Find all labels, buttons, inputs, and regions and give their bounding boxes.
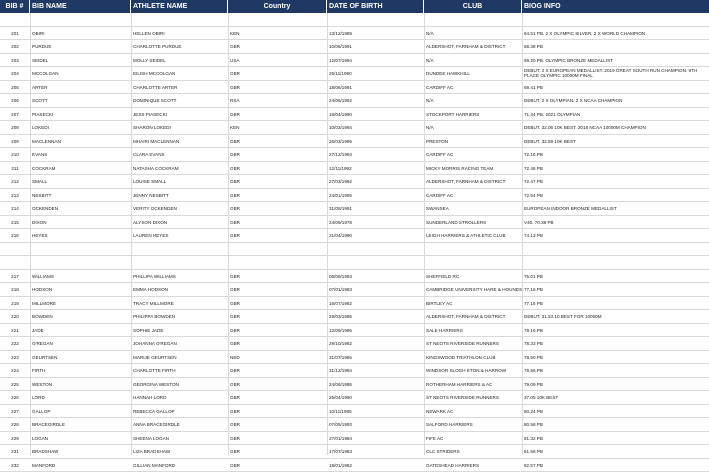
cell-biog-info[interactable]: 69.20 PB. OLYMPIC BRONZE MEDALLIST bbox=[522, 54, 709, 68]
cell-club[interactable]: CLC STRIDERS bbox=[424, 445, 522, 459]
cell-date-of-birth[interactable]: 18/01/1982 bbox=[327, 459, 424, 472]
table-row[interactable] bbox=[0, 405, 709, 419]
cell-biog-info[interactable]: 77.16 PB bbox=[522, 283, 709, 297]
cell-bib[interactable]: 228 bbox=[0, 418, 30, 432]
cell-bib[interactable] bbox=[0, 243, 30, 257]
header-row bbox=[0, 0, 709, 13]
cell-country[interactable]: GBR bbox=[228, 432, 327, 446]
cell-biog-info[interactable]: 81.32 PB bbox=[522, 432, 709, 446]
cell-biog-info[interactable]: V40. 70.38 PB bbox=[522, 216, 709, 230]
cell-country[interactable]: GBR bbox=[228, 418, 327, 432]
cell-club[interactable]: ST NEOTS RIVERSIDE RUNNERS bbox=[424, 337, 522, 351]
table-row[interactable] bbox=[0, 216, 709, 230]
cell-country[interactable]: GBR bbox=[228, 270, 327, 284]
cell-club[interactable]: LEIGH HARRIERS & ATHLETIC CLUB bbox=[424, 229, 522, 243]
cell-date-of-birth[interactable]: 27/12/1993 bbox=[327, 148, 424, 162]
table-row[interactable] bbox=[0, 256, 709, 270]
cell-date-of-birth[interactable]: 24/06/1992 bbox=[327, 94, 424, 108]
cell-bib[interactable]: 210 bbox=[0, 148, 30, 162]
cell-country[interactable]: GBR bbox=[228, 135, 327, 149]
cell-athlete-name[interactable]: ANNA BRACEGIRDLE bbox=[131, 418, 228, 432]
cell-bib-name[interactable]: MILLMORE bbox=[30, 297, 131, 311]
cell-date-of-birth[interactable]: 16/07/1982 bbox=[327, 297, 424, 311]
cell-club[interactable]: N/A bbox=[424, 121, 522, 135]
cell-bib[interactable]: 227 bbox=[0, 405, 30, 419]
table-row[interactable] bbox=[0, 459, 709, 472]
cell-bib[interactable]: 212 bbox=[0, 175, 30, 189]
cell-bib[interactable]: 216 bbox=[0, 229, 30, 243]
cell-country[interactable]: GBR bbox=[228, 310, 327, 324]
cell-biog-info[interactable]: DEBUT. 32.05 10K BEST. 2018 NCAA 10000M CHAMPION bbox=[522, 121, 709, 135]
table-row[interactable] bbox=[0, 94, 709, 108]
column-divider bbox=[327, 13, 328, 455]
cell-bib-name[interactable]: WESTON bbox=[30, 378, 131, 392]
cell-date-of-birth[interactable]: 31/07/1985 bbox=[327, 351, 424, 365]
cell-date-of-birth[interactable]: 25/04/1990 bbox=[327, 391, 424, 405]
table-row[interactable] bbox=[0, 27, 709, 41]
cell-athlete-name[interactable]: EILISH MCCOLGAN bbox=[131, 67, 228, 81]
cell-date-of-birth[interactable] bbox=[327, 13, 424, 27]
table-row[interactable] bbox=[0, 243, 709, 257]
cell-country[interactable]: GBR bbox=[228, 175, 327, 189]
cell-country[interactable]: GBR bbox=[228, 189, 327, 203]
cell-date-of-birth[interactable]: 29/10/1982 bbox=[327, 337, 424, 351]
column-divider bbox=[228, 13, 229, 455]
cell-biog-info[interactable]: 72.54 PB bbox=[522, 189, 709, 203]
cell-athlete-name[interactable]: HELLEN OBIRI bbox=[131, 27, 228, 41]
cell-biog-info[interactable]: 80.58 PB bbox=[522, 418, 709, 432]
cell-biog-info[interactable]: 68.38 PB bbox=[522, 40, 709, 54]
cell-bib[interactable]: 223 bbox=[0, 351, 30, 365]
cell-athlete-name[interactable]: REBECCA GALLOP bbox=[131, 405, 228, 419]
cell-biog-info[interactable]: 80.24 PB bbox=[522, 405, 709, 419]
cell-club[interactable]: ALDERSHOT, FARNHAM & DISTRICT bbox=[424, 175, 522, 189]
cell-club[interactable] bbox=[424, 243, 522, 257]
cell-country[interactable]: KEN bbox=[228, 27, 327, 41]
cell-athlete-name[interactable]: CHARLOTTE PURDUE bbox=[131, 40, 228, 54]
cell-club[interactable]: NEWARK AC bbox=[424, 405, 522, 419]
cell-country[interactable]: GBR bbox=[228, 40, 327, 54]
cell-biog-info[interactable]: 74.13 PB bbox=[522, 229, 709, 243]
table-row[interactable] bbox=[0, 135, 709, 149]
cell-date-of-birth[interactable]: 25/11/1990 bbox=[327, 67, 424, 81]
cell-bib[interactable]: 207 bbox=[0, 108, 30, 122]
table-row[interactable] bbox=[0, 337, 709, 351]
cell-biog-info[interactable]: EUROPEAN INDOOR BRONZE MEDALLIST bbox=[522, 202, 709, 216]
header-date-of-birth[interactable]: DATE OF BIRTH bbox=[327, 0, 424, 13]
cell-bib-name[interactable] bbox=[30, 256, 131, 270]
cell-bib-name[interactable]: BRADSHAW bbox=[30, 445, 131, 459]
cell-biog-info[interactable]: 71.34 PB. 2021 OLYMPIAN bbox=[522, 108, 709, 122]
cell-date-of-birth[interactable]: 27/03/1992 bbox=[327, 175, 424, 189]
cell-country[interactable]: GBR bbox=[228, 378, 327, 392]
cell-bib-name[interactable]: O'REGAN bbox=[30, 337, 131, 351]
cell-club[interactable]: WINDSOR SLOGH ETON & HARROW bbox=[424, 364, 522, 378]
table-row[interactable] bbox=[0, 445, 709, 459]
cell-athlete-name[interactable] bbox=[131, 13, 228, 27]
cell-date-of-birth[interactable]: 10/11/1985 bbox=[327, 405, 424, 419]
cell-country[interactable]: GBR bbox=[228, 405, 327, 419]
cell-country[interactable]: GBR bbox=[228, 337, 327, 351]
cell-date-of-birth[interactable]: 07/01/1983 bbox=[327, 283, 424, 297]
cell-date-of-birth[interactable]: 06/09/1993 bbox=[327, 270, 424, 284]
header-athlete-name[interactable]: ATHLETE NAME bbox=[131, 0, 228, 13]
cell-country[interactable]: GBR bbox=[228, 364, 327, 378]
cell-bib[interactable] bbox=[0, 13, 30, 27]
cell-biog-info[interactable]: DEBUT. 31.53.10 BEST FOR 10000M bbox=[522, 310, 709, 324]
cell-bib-name[interactable]: HODSON bbox=[30, 283, 131, 297]
cell-country[interactable] bbox=[228, 13, 327, 27]
cell-bib[interactable]: 201 bbox=[0, 27, 30, 41]
cell-bib[interactable]: 222 bbox=[0, 337, 30, 351]
cell-date-of-birth[interactable]: 12/11/1992 bbox=[327, 162, 424, 176]
column-divider bbox=[30, 13, 31, 455]
cell-date-of-birth[interactable] bbox=[327, 243, 424, 257]
cell-biog-info[interactable]: 69.41 PB bbox=[522, 81, 709, 95]
cell-biog-info[interactable] bbox=[522, 256, 709, 270]
cell-club[interactable]: ALDERSHOT, FARNHAM & DISTRICT bbox=[424, 40, 522, 54]
cell-country[interactable]: GBR bbox=[228, 202, 327, 216]
header-biog-info[interactable]: BIOG INFO bbox=[522, 0, 709, 13]
cell-athlete-name[interactable]: PHILIPPA BOWDEN bbox=[131, 310, 228, 324]
table-row[interactable] bbox=[0, 378, 709, 392]
cell-date-of-birth[interactable]: 13/12/1989 bbox=[327, 27, 424, 41]
table-row[interactable] bbox=[0, 324, 709, 338]
table-row[interactable] bbox=[0, 229, 709, 243]
cell-bib[interactable] bbox=[0, 256, 30, 270]
cell-date-of-birth[interactable]: 24/01/1995 bbox=[327, 189, 424, 203]
cell-bib-name[interactable]: HEYES bbox=[30, 229, 131, 243]
cell-biog-info[interactable]: DEBUT. 2 X OLYMPIAN. 2 X NCAA CHAMPION bbox=[522, 94, 709, 108]
cell-country[interactable]: GBR bbox=[228, 162, 327, 176]
cell-bib-name[interactable]: ARTER bbox=[30, 81, 131, 95]
cell-athlete-name[interactable]: LOUISE SMALL bbox=[131, 175, 228, 189]
cell-athlete-name[interactable]: DOMINIQUE SCOTT bbox=[131, 94, 228, 108]
table-row[interactable] bbox=[0, 54, 709, 68]
cell-biog-info[interactable]: DEBUT. 32.59 10K BEST bbox=[522, 135, 709, 149]
cell-bib-name[interactable]: SEIDEL bbox=[30, 54, 131, 68]
cell-country[interactable]: GBR bbox=[228, 459, 327, 472]
cell-bib[interactable]: 208 bbox=[0, 121, 30, 135]
cell-biog-info[interactable] bbox=[522, 13, 709, 27]
cell-country[interactable]: RSA bbox=[228, 94, 327, 108]
cell-bib[interactable]: 205 bbox=[0, 81, 30, 95]
cell-bib-name[interactable]: GALLOP bbox=[30, 405, 131, 419]
cell-bib[interactable]: 215 bbox=[0, 216, 30, 230]
cell-bib-name[interactable]: PURDUE bbox=[30, 40, 131, 54]
header-bib[interactable]: BIB # bbox=[0, 0, 30, 13]
cell-athlete-name[interactable]: MHAIRI MACLENNAN bbox=[131, 135, 228, 149]
cell-biog-info[interactable]: 82.57 PB bbox=[522, 459, 709, 472]
cell-athlete-name[interactable]: TRACY MILLMORE bbox=[131, 297, 228, 311]
cell-bib[interactable]: 221 bbox=[0, 324, 30, 338]
cell-country[interactable]: GBR bbox=[228, 67, 327, 81]
cell-bib-name[interactable]: MACLENNAN bbox=[30, 135, 131, 149]
cell-biog-info[interactable]: 78.56 PB bbox=[522, 364, 709, 378]
cell-club[interactable]: PRESTON bbox=[424, 135, 522, 149]
cell-date-of-birth[interactable] bbox=[327, 256, 424, 270]
table-row[interactable] bbox=[0, 13, 709, 27]
cell-bib-name[interactable]: WILLIAMS bbox=[30, 270, 131, 284]
cell-bib-name[interactable]: BRACEGIRDLE bbox=[30, 418, 131, 432]
cell-bib[interactable]: 206 bbox=[0, 94, 30, 108]
cell-bib[interactable]: 229 bbox=[0, 432, 30, 446]
cell-athlete-name[interactable]: ALYSON DIXON bbox=[131, 216, 228, 230]
cell-bib-name[interactable]: LORD bbox=[30, 391, 131, 405]
cell-country[interactable]: USA bbox=[228, 54, 327, 68]
cell-country[interactable]: NED bbox=[228, 351, 327, 365]
cell-athlete-name[interactable]: SOPHIE JADE bbox=[131, 324, 228, 338]
cell-club[interactable]: CARDIFF AC bbox=[424, 148, 522, 162]
cell-club[interactable]: STOCKPORT HARRIERS bbox=[424, 108, 522, 122]
cell-country[interactable]: GBR bbox=[228, 108, 327, 122]
cell-date-of-birth[interactable]: 18/04/1990 bbox=[327, 108, 424, 122]
cell-country[interactable]: GBR bbox=[228, 148, 327, 162]
cell-club[interactable]: ROTHERHAM HARRIERS & AC bbox=[424, 378, 522, 392]
cell-bib[interactable]: 224 bbox=[0, 364, 30, 378]
table-row[interactable] bbox=[0, 270, 709, 284]
cell-country[interactable]: GBR bbox=[228, 445, 327, 459]
cell-bib[interactable]: 218 bbox=[0, 283, 30, 297]
cell-club[interactable]: ALDERSHOT, FARNHAM & DISTRICT bbox=[424, 310, 522, 324]
column-divider bbox=[424, 13, 425, 455]
cell-athlete-name[interactable]: CHARLOTTE FIRTH bbox=[131, 364, 228, 378]
cell-biog-info[interactable] bbox=[522, 243, 709, 257]
cell-athlete-name[interactable]: PHILLIPA WILLIAMS bbox=[131, 270, 228, 284]
cell-club[interactable]: CARDIFF AC bbox=[424, 189, 522, 203]
cell-date-of-birth[interactable]: 17/07/1983 bbox=[327, 445, 424, 459]
cell-bib-name[interactable]: EVANS bbox=[30, 148, 131, 162]
table-row[interactable] bbox=[0, 364, 709, 378]
cell-bib[interactable]: 209 bbox=[0, 135, 30, 149]
cell-athlete-name[interactable]: VERITY OCKENDEN bbox=[131, 202, 228, 216]
cell-bib-name[interactable]: LOKEDI bbox=[30, 121, 131, 135]
table-row[interactable] bbox=[0, 283, 709, 297]
column-divider bbox=[131, 13, 132, 455]
cell-bib[interactable]: 204 bbox=[0, 67, 30, 81]
cell-athlete-name[interactable]: JENNY NESBITT bbox=[131, 189, 228, 203]
cell-athlete-name[interactable]: CLARA EVANS bbox=[131, 148, 228, 162]
cell-club[interactable]: CARDIFF AC bbox=[424, 81, 522, 95]
header-bib-name[interactable]: BIB NAME bbox=[30, 0, 131, 13]
cell-athlete-name[interactable]: JESS PIASECKI bbox=[131, 108, 228, 122]
cell-athlete-name[interactable]: MOLLY SEIDEL bbox=[131, 54, 228, 68]
cell-club[interactable]: GATESHEAD HARRIERS bbox=[424, 459, 522, 472]
cell-date-of-birth[interactable]: 31/12/1984 bbox=[327, 364, 424, 378]
cell-athlete-name[interactable]: LIZA BRADSHAW bbox=[131, 445, 228, 459]
table-row[interactable] bbox=[0, 189, 709, 203]
cell-club[interactable]: KINGSWOOD TRIATHLON CLUB bbox=[424, 351, 522, 365]
cell-athlete-name[interactable] bbox=[131, 243, 228, 257]
cell-club[interactable]: SALE HARRIERS bbox=[424, 324, 522, 338]
cell-bib-name[interactable]: LOGAN bbox=[30, 432, 131, 446]
table-row[interactable] bbox=[0, 121, 709, 135]
cell-athlete-name[interactable]: GILLIAN MANFORD bbox=[131, 459, 228, 472]
cell-biog-info[interactable]: 75.01 PB bbox=[522, 270, 709, 284]
cell-athlete-name[interactable]: MARIJE GEURTSEN bbox=[131, 351, 228, 365]
cell-biog-info[interactable]: 72.46 PB bbox=[522, 162, 709, 176]
cell-bib-name[interactable] bbox=[30, 13, 131, 27]
cell-biog-info[interactable]: DEBUT. 2 X EUROPEAN MEDALLIST. 2019 GREAT SOUTH RUN CHAMPION. 9TH PLACE OLYMPIC 10000M FINAL bbox=[522, 67, 709, 81]
cell-athlete-name[interactable]: GEORGINA WESTON bbox=[131, 378, 228, 392]
cell-date-of-birth[interactable]: 24/09/1978 bbox=[327, 216, 424, 230]
cell-bib[interactable]: 226 bbox=[0, 391, 30, 405]
cell-bib-name[interactable]: DIXON bbox=[30, 216, 131, 230]
cell-bib[interactable]: 203 bbox=[0, 54, 30, 68]
table-body bbox=[0, 13, 709, 472]
cell-athlete-name[interactable]: NATASHA COCKRAM bbox=[131, 162, 228, 176]
cell-club[interactable]: N/A bbox=[424, 54, 522, 68]
cell-biog-info[interactable]: 64.51 PB. 2 X OLYMPIC SILVER, 2 X WORLD CHAMPION bbox=[522, 27, 709, 41]
cell-bib-name[interactable]: NESBITT bbox=[30, 189, 131, 203]
cell-athlete-name[interactable]: SHEENA LOGAN bbox=[131, 432, 228, 446]
cell-date-of-birth[interactable]: 12/07/1994 bbox=[327, 54, 424, 68]
cell-bib-name[interactable]: OBIRI bbox=[30, 27, 131, 41]
table-row[interactable] bbox=[0, 391, 709, 405]
cell-date-of-birth[interactable]: 29/03/1995 bbox=[327, 310, 424, 324]
table-row[interactable] bbox=[0, 310, 709, 324]
cell-biog-info[interactable]: 78.16 PB bbox=[522, 324, 709, 338]
table-row[interactable] bbox=[0, 432, 709, 446]
cell-country[interactable]: GBR bbox=[228, 216, 327, 230]
cell-country[interactable]: GBR bbox=[228, 283, 327, 297]
table-row[interactable] bbox=[0, 108, 709, 122]
table-row[interactable] bbox=[0, 202, 709, 216]
cell-club[interactable]: N/A bbox=[424, 94, 522, 108]
cell-bib[interactable]: 217 bbox=[0, 270, 30, 284]
cell-biog-info[interactable]: 81.58 PB bbox=[522, 445, 709, 459]
cell-date-of-birth[interactable]: 31/08/1991 bbox=[327, 202, 424, 216]
table-row[interactable] bbox=[0, 175, 709, 189]
cell-bib-name[interactable]: BOWDEN bbox=[30, 310, 131, 324]
cell-country[interactable] bbox=[228, 243, 327, 257]
cell-bib[interactable]: 220 bbox=[0, 310, 30, 324]
cell-bib-name[interactable]: FIRTH bbox=[30, 364, 131, 378]
cell-club[interactable] bbox=[424, 256, 522, 270]
table-row[interactable] bbox=[0, 40, 709, 54]
cell-bib-name[interactable]: MCCOLGAN bbox=[30, 67, 131, 81]
cell-biog-info[interactable]: 37.05 10K BEST bbox=[522, 391, 709, 405]
cell-club[interactable]: DUNDEE HAWKHILL bbox=[424, 67, 522, 81]
cell-date-of-birth[interactable]: 24/06/1995 bbox=[327, 378, 424, 392]
cell-date-of-birth[interactable]: 21/04/1990 bbox=[327, 229, 424, 243]
cell-club[interactable]: SWANSEA bbox=[424, 202, 522, 216]
cell-country[interactable]: GBR bbox=[228, 81, 327, 95]
cell-date-of-birth[interactable]: 10/06/1991 bbox=[327, 40, 424, 54]
cell-biog-info[interactable]: 72.47 PB bbox=[522, 175, 709, 189]
cell-biog-info[interactable]: 77.16 PB bbox=[522, 297, 709, 311]
cell-bib-name[interactable]: OCKENDEN bbox=[30, 202, 131, 216]
cell-country[interactable]: KEN bbox=[228, 121, 327, 135]
cell-bib[interactable]: 211 bbox=[0, 162, 30, 176]
cell-date-of-birth[interactable]: 27/01/1984 bbox=[327, 432, 424, 446]
cell-biog-info[interactable]: 72.16 PB bbox=[522, 148, 709, 162]
table-row[interactable] bbox=[0, 148, 709, 162]
cell-bib[interactable]: 232 bbox=[0, 459, 30, 472]
cell-country[interactable]: GBR bbox=[228, 229, 327, 243]
cell-club[interactable]: FIFE AC bbox=[424, 432, 522, 446]
cell-club[interactable]: N/A bbox=[424, 27, 522, 41]
cell-club[interactable]: ST NEOTS RIVERSIDE RUNNERS bbox=[424, 391, 522, 405]
cell-date-of-birth[interactable]: 07/05/1993 bbox=[327, 418, 424, 432]
cell-club[interactable]: MICKY MORRIS RACING TEAM bbox=[424, 162, 522, 176]
cell-bib-name[interactable]: JADE bbox=[30, 324, 131, 338]
cell-bib-name[interactable]: PIASECKI bbox=[30, 108, 131, 122]
cell-athlete-name[interactable]: EMMA HODSON bbox=[131, 283, 228, 297]
header-club[interactable]: CLUB bbox=[424, 0, 522, 13]
cell-bib-name[interactable] bbox=[30, 243, 131, 257]
header-country[interactable]: Country bbox=[228, 0, 327, 13]
cell-bib-name[interactable]: GEURTSEN bbox=[30, 351, 131, 365]
cell-country[interactable]: GBR bbox=[228, 297, 327, 311]
cell-country[interactable]: GBR bbox=[228, 391, 327, 405]
cell-date-of-birth[interactable]: 26/03/1995 bbox=[327, 135, 424, 149]
cell-bib-name[interactable]: COCKRAM bbox=[30, 162, 131, 176]
cell-athlete-name[interactable] bbox=[131, 256, 228, 270]
cell-club[interactable]: SHEFFIELD RC bbox=[424, 270, 522, 284]
cell-date-of-birth[interactable]: 18/06/1991 bbox=[327, 81, 424, 95]
cell-bib[interactable]: 219 bbox=[0, 297, 30, 311]
cell-club[interactable]: CAMBRIDGE UNIVERSITY HARE & HOUNDS bbox=[424, 283, 522, 297]
cell-club[interactable]: SUNDERLAND STROLLERS bbox=[424, 216, 522, 230]
cell-athlete-name[interactable]: HANNAH LORD bbox=[131, 391, 228, 405]
cell-bib-name[interactable]: SMALL bbox=[30, 175, 131, 189]
cell-biog-info[interactable]: 78.50 PB bbox=[522, 351, 709, 365]
cell-athlete-name[interactable]: JOHANNA O'REGAN bbox=[131, 337, 228, 351]
cell-date-of-birth[interactable]: 12/09/1995 bbox=[327, 324, 424, 338]
cell-athlete-name[interactable]: CHARLOTTE ARTER bbox=[131, 81, 228, 95]
cell-country[interactable]: GBR bbox=[228, 324, 327, 338]
cell-athlete-name[interactable]: SHARON LOKEDI bbox=[131, 121, 228, 135]
cell-bib[interactable]: 202 bbox=[0, 40, 30, 54]
table-row[interactable] bbox=[0, 67, 709, 81]
cell-bib[interactable]: 225 bbox=[0, 378, 30, 392]
cell-athlete-name[interactable]: LAUREN HEYES bbox=[131, 229, 228, 243]
cell-biog-info[interactable]: 78.33 PB bbox=[522, 337, 709, 351]
table-row[interactable] bbox=[0, 162, 709, 176]
cell-country[interactable] bbox=[228, 256, 327, 270]
cell-bib[interactable]: 213 bbox=[0, 189, 30, 203]
table-row[interactable] bbox=[0, 418, 709, 432]
cell-club[interactable]: BIRTLEY AC bbox=[424, 297, 522, 311]
cell-club[interactable] bbox=[424, 13, 522, 27]
cell-bib-name[interactable]: MANFORD bbox=[30, 459, 131, 472]
cell-club[interactable]: SALFORD HARRIERS bbox=[424, 418, 522, 432]
cell-bib[interactable]: 214 bbox=[0, 202, 30, 216]
cell-biog-info[interactable]: 79.09 PB bbox=[522, 378, 709, 392]
table-row[interactable] bbox=[0, 351, 709, 365]
cell-bib[interactable]: 231 bbox=[0, 445, 30, 459]
cell-date-of-birth[interactable]: 10/03/1994 bbox=[327, 121, 424, 135]
table-row[interactable] bbox=[0, 297, 709, 311]
cell-bib-name[interactable]: SCOTT bbox=[30, 94, 131, 108]
column-divider bbox=[522, 13, 523, 455]
table-row[interactable] bbox=[0, 81, 709, 95]
